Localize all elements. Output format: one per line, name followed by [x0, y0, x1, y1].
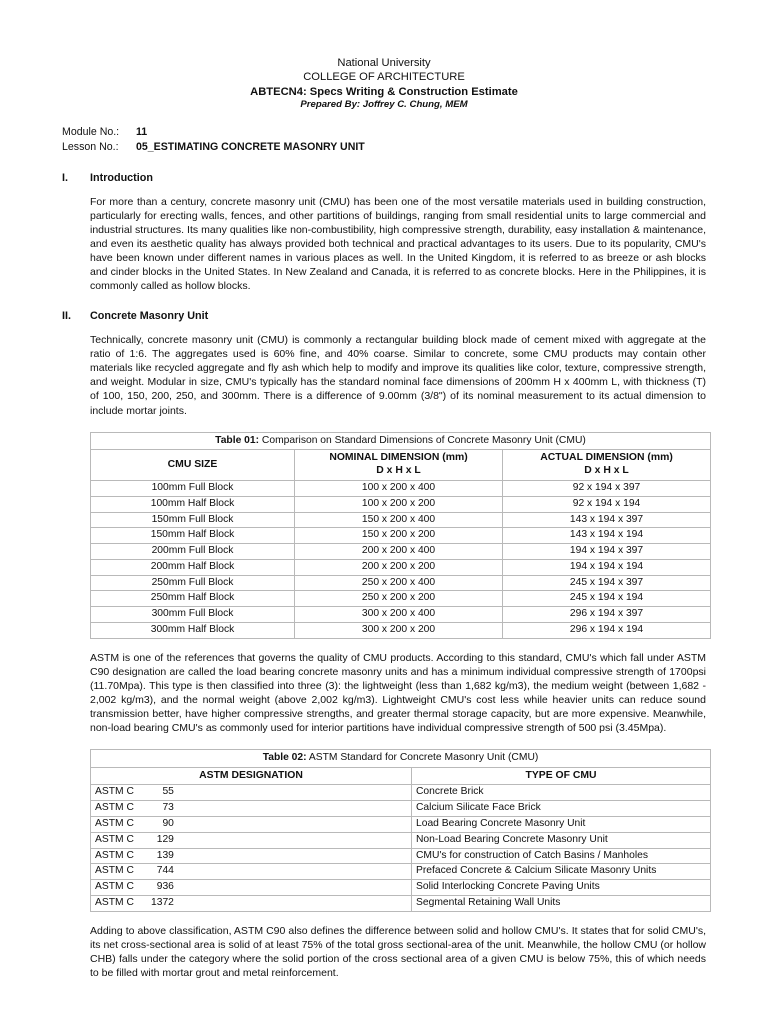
- table-01-caption-row: [91, 432, 711, 450]
- astm-prefix: ASTM C: [95, 833, 134, 845]
- astm-number: 55: [162, 786, 174, 798]
- table-02-cell-type: Non-Load Bearing Concrete Masonry Unit: [412, 832, 711, 848]
- astm-prefix: ASTM C: [95, 786, 134, 798]
- section-introduction-title: Introduction: [90, 172, 153, 185]
- table-01-cell-actual: 143 x 194 x 194: [503, 528, 711, 544]
- table-row: [91, 801, 711, 817]
- table-01-cell-nominal: 150 x 200 x 200: [295, 528, 503, 544]
- table-01-cell-size: 100mm Half Block: [91, 496, 295, 512]
- table-01-cell-size: 300mm Full Block: [91, 607, 295, 623]
- section-cmu-title: Concrete Masonry Unit: [90, 310, 209, 323]
- table-row: [91, 544, 711, 560]
- table-02-caption: [91, 749, 711, 767]
- table-01-caption-label: Table 01:: [215, 434, 260, 446]
- astm-number: 73: [162, 802, 174, 814]
- table-01-cell-actual: 92 x 194 x 194: [503, 496, 711, 512]
- table-01-cell-actual: 194 x 194 x 194: [503, 559, 711, 575]
- table-01-cell-actual: 143 x 194 x 397: [503, 512, 711, 528]
- lesson-value: 05_ESTIMATING CONCRETE MASONRY UNIT: [136, 141, 365, 154]
- table-01-cell-size: 250mm Half Block: [91, 591, 295, 607]
- course-title: ABTECN4: Specs Writing & Construction Estimate: [250, 85, 518, 98]
- lesson-label: Lesson No.:: [62, 141, 119, 154]
- table-row: [91, 848, 711, 864]
- astm-paragraph: ASTM is one of the references that governs the quality of CMU products. According to this standard, CMU's which fall under ASTM C90 designation are called the load bearing concrete masonry units and has a minimum individual compressive strength of 1700psi (11.70Mpa). This type is then classified into three (3): the lightweight (less than 1,682 kg/m3), the medium weight (between 1,682 - 2,002 kg/m3), and the normal weight (above 2,002 kg/m3). Lightweight CMU's cost less while heavier units can reduce sound transmission better, have higher compressive strengths, and greater thermal storage capacity, but are more expensive. Meanwhile, non-load bearing CMU's as commonly used for interior partitions have individual compressive strength of 500 psi (3.45Mpa).: [90, 651, 706, 734]
- table-01-cell-actual: 245 x 194 x 397: [503, 575, 711, 591]
- table-02-col-designation: ASTM DESIGNATION: [91, 767, 412, 785]
- table-01-cell-nominal: 200 x 200 x 200: [295, 559, 503, 575]
- prepared-by: Prepared By: Joffrey C. Chung, MEM: [300, 98, 468, 110]
- table-row: [91, 607, 711, 623]
- table-row: [91, 496, 711, 512]
- table-01-col-cmu-size: CMU SIZE: [91, 450, 295, 481]
- table-02-cell-designation: [91, 848, 412, 864]
- astm-prefix: ASTM C: [95, 881, 134, 893]
- module-label: Module No.:: [62, 126, 120, 139]
- table-row: [91, 817, 711, 833]
- document-header: [62, 56, 706, 111]
- astm-number: 129: [156, 833, 174, 845]
- astm-prefix: ASTM C: [95, 802, 134, 814]
- table-02-cell-designation: [91, 817, 412, 833]
- table-01-cell-size: 150mm Full Block: [91, 512, 295, 528]
- table-01-cell-actual: 245 x 194 x 194: [503, 591, 711, 607]
- table-02-cell-designation: [91, 785, 412, 801]
- table-row: [91, 528, 711, 544]
- table-02-cell-type: Segmental Retaining Wall Units: [412, 895, 711, 911]
- astm-number: 139: [156, 849, 174, 861]
- astm-prefix: ASTM C: [95, 865, 134, 877]
- table-01-cell-size: 100mm Full Block: [91, 481, 295, 497]
- table-01-cell-nominal: 250 x 200 x 400: [295, 575, 503, 591]
- table-02-wrapper: [90, 749, 710, 912]
- table-02-cell-type: Load Bearing Concrete Masonry Unit: [412, 817, 711, 833]
- table-01-cell-nominal: 300 x 200 x 200: [295, 622, 503, 638]
- module-value: 11: [136, 126, 148, 139]
- table-01-cell-size: 150mm Half Block: [91, 528, 295, 544]
- section-cmu-number: II.: [62, 310, 71, 323]
- college-name: COLLEGE OF ARCHITECTURE: [303, 71, 465, 84]
- table-02-cell-designation: [91, 880, 412, 896]
- table-02-cell-designation: [91, 801, 412, 817]
- table-01-cell-actual: 296 x 194 x 194: [503, 622, 711, 638]
- table-01-cell-size: 250mm Full Block: [91, 575, 295, 591]
- table-02-cell-type: Prefaced Concrete & Calcium Silicate Masonry Units: [412, 864, 711, 880]
- section-cmu-heading: [62, 310, 706, 322]
- table-row: [91, 864, 711, 880]
- astm-prefix: ASTM C: [95, 896, 134, 908]
- table-02-cell-designation: [91, 895, 412, 911]
- table-02-cell-designation: [91, 864, 412, 880]
- table-01-col-nominal: [295, 450, 503, 481]
- astm-prefix: ASTM C: [95, 849, 134, 861]
- table-01-col-actual-sub: D x H x L: [584, 465, 629, 477]
- astm-number: 1372: [150, 896, 174, 908]
- table-01-col-nominal-sub: D x H x L: [376, 465, 421, 477]
- table-row: [91, 559, 711, 575]
- section-concrete-masonry-unit: [62, 310, 706, 417]
- table-01-col-actual: [503, 450, 711, 481]
- table-02-caption-text: ASTM Standard for Concrete Masonry Unit (CMU): [306, 751, 539, 763]
- table-row: [91, 575, 711, 591]
- table-row: [91, 880, 711, 896]
- table-01-caption-text: Comparison on Standard Dimensions of Concrete Masonry Unit (CMU): [259, 434, 586, 446]
- table-01-wrapper: [90, 432, 710, 639]
- section-cmu-body: Technically, concrete masonry unit (CMU) is commonly a rectangular building block made of cement mixed with aggregate at the ratio of 1:6. The aggregates used is 60% fine, and 40% coarse. Similar to concrete, some CMU products may contain other materials like recycled aggregate and fly ash which help to modify and improve its qualities like color, texture, compressive strength, and weight. Modular in size, CMU's typically has the standard nominal face dimensions of 200mm H x 400mm L, with thickness (T) of 100, 150, 200, 250, and 300mm. There is a difference of 9.00mm (3/8") of its nominal measurement to its actual dimension to include mortar joints.: [90, 334, 706, 417]
- astm-number: 744: [156, 865, 174, 877]
- table-row: [91, 512, 711, 528]
- table-02-caption-label: Table 02:: [262, 751, 307, 763]
- table-01-cell-nominal: 100 x 200 x 400: [295, 481, 503, 497]
- table-01-col-actual-main: ACTUAL DIMENSION (mm): [540, 452, 673, 464]
- table-row: [91, 832, 711, 848]
- table-02-cell-type: Calcium Silicate Face Brick: [412, 801, 711, 817]
- table-01-cell-actual: 194 x 194 x 397: [503, 544, 711, 560]
- table-01-cell-nominal: 100 x 200 x 200: [295, 496, 503, 512]
- astm-prefix: ASTM C: [95, 818, 134, 829]
- table-02-col-type: TYPE OF CMU: [412, 767, 711, 785]
- table-row: [91, 481, 711, 497]
- table-01-cell-nominal: 200 x 200 x 400: [295, 544, 503, 560]
- document-meta: [62, 125, 706, 155]
- astm-number: 90: [162, 818, 174, 829]
- table-02: [90, 749, 711, 912]
- table-row: [91, 591, 711, 607]
- table-01-cell-nominal: 300 x 200 x 400: [295, 607, 503, 623]
- table-01-cell-nominal: 150 x 200 x 400: [295, 512, 503, 528]
- table-01-header-row: [91, 450, 711, 481]
- table-row: [91, 785, 711, 801]
- section-introduction-number: I.: [62, 172, 68, 185]
- table-02-header-row: [91, 767, 711, 785]
- section-introduction: [62, 172, 706, 293]
- module-row: [62, 125, 706, 140]
- section-introduction-heading: [62, 172, 706, 184]
- astm-number: 936: [156, 881, 174, 893]
- table-02-cell-type: Solid Interlocking Concrete Paving Units: [412, 880, 711, 896]
- table-01-cell-size: 200mm Full Block: [91, 544, 295, 560]
- table-01-cell-nominal: 250 x 200 x 200: [295, 591, 503, 607]
- table-02-cell-type: CMU's for construction of Catch Basins / Manholes: [412, 848, 711, 864]
- lesson-row: [62, 140, 706, 155]
- section-introduction-body: For more than a century, concrete masonry unit (CMU) has been one of the most versatile materials used in building construction, particularly for erecting walls, fences, and other partitions of buildings, ranging from small residential units to large commercial and industrial structures. Its many qualities like non-combustibility, high compressive strength, durability, easy installation & maintenance, and even its aesthetic quality has always provided both technical and practical advantages to its users. Due to its popularity, CMU's have been known under different names in various places as well. In the United Kingdom, it is referred to as breeze or ash blocks and cinder blocks in the United States. In New Zealand and Canada, it is referred to as concrete blocks. Here in the Philippines, it is commonly called as hollow blocks.: [90, 196, 706, 293]
- table-01-cell-size: 300mm Half Block: [91, 622, 295, 638]
- table-02-cell-designation: [91, 832, 412, 848]
- table-01-caption: [91, 432, 711, 450]
- table-01-cell-actual: 296 x 194 x 397: [503, 607, 711, 623]
- closing-paragraph: Adding to above classification, ASTM C90 also defines the difference between solid and hollow CMU's. It states that for solid CMU's, its net cross-sectional area is solid of at least 75% of the total gross sectional-area of the unit. Meanwhile, the hollow CMU (or hollow CHB) falls under the category where the solid portion of the cross sectional area of a given CMU is below 75%, this of which needs to be filled with mortar grout and metal reinforcement.: [90, 924, 706, 979]
- table-02-caption-row: [91, 749, 711, 767]
- table-01-col-nominal-main: NOMINAL DIMENSION (mm): [329, 452, 468, 464]
- school-name: National University: [337, 57, 431, 69]
- table-02-cell-type: Concrete Brick: [412, 785, 711, 801]
- table-01: [90, 432, 711, 639]
- table-01-cell-actual: 92 x 194 x 397: [503, 481, 711, 497]
- table-01-cell-size: 200mm Half Block: [91, 559, 295, 575]
- table-row: [91, 622, 711, 638]
- table-row: [91, 895, 711, 911]
